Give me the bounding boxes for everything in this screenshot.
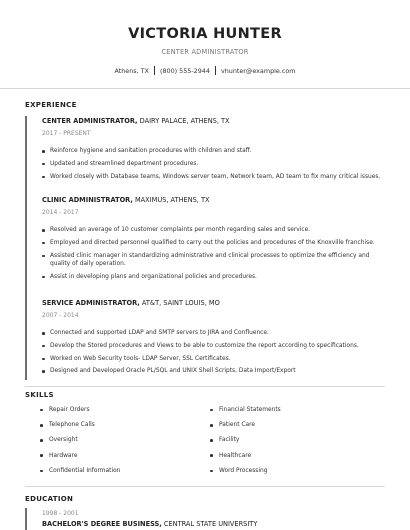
skill-item: Confidential Information [40,467,210,482]
job-bullet: Reinforce hygiene and sanitation procedures with children and staff. [42,147,382,155]
skill-item: Financial Statements [210,406,380,421]
job-dates: 2007 - 2014 [42,312,79,319]
section-heading-skills: SKILLS [25,391,54,399]
skill-item: Patient Care [210,421,380,436]
job-dates: 2014 - 2017 [42,209,79,216]
job-bullets [42,329,382,376]
skills-list [40,406,380,482]
header-divider [0,88,410,89]
section-divider [25,386,385,387]
resume-header [0,0,410,94]
job-org: DAIRY PALACE, ATHENS, TX [137,117,230,125]
skill-item: Telephone Calls [40,421,210,436]
job-title [42,299,382,307]
job-bullets [42,226,382,281]
job-title [42,117,382,125]
education-degree: BACHELOR'S DEGREE BUSINESS, [42,520,162,528]
job-role: CLINIC ADMINISTRATOR, [42,196,133,204]
skill-item: Repair Orders [40,406,210,421]
job-bullets [42,147,382,181]
education-title [42,520,382,528]
candidate-name: VICTORIA HUNTER [128,26,282,42]
contact-divider [154,66,155,75]
job-entry [42,299,382,380]
skill-item: Hardware [40,452,210,467]
job-bullet: Employed and directed personnel qualified to carry out the policies and procedures of the Knoxville franchise. [42,239,382,247]
job-bullet: Worked on Web Security tools- LDAP Server, SSL Certificates. [42,355,382,363]
education-entry [42,510,382,528]
job-org: AT&T, SAINT LOUIS, MO [139,299,220,307]
job-title [42,196,382,204]
job-bullet: Worked closely with Database teams, Windows server team, Network team, AD team to fix many critical issues. [42,173,382,181]
job-role: CENTER ADMINISTRATOR, [42,117,138,125]
job-entry [42,117,382,185]
job-bullet: Designed and Developed Oracle PL/SQL and UNIX Shell Scripts, Data Import/Export [42,367,382,375]
job-entry [42,196,382,286]
skill-item: Word Processing [210,467,380,482]
job-bullet: Develop the Stored procedures and Views to be able to customize the report according to specifications. [42,342,382,350]
section-heading-education: EDUCATION [25,495,74,503]
skill-item: Healthcare [210,452,380,467]
skills-column-left [40,406,210,482]
skills-column-right [210,406,380,482]
job-bullet: Resolved an average of 10 customer complaints per month regarding sales and service. [42,226,382,234]
contact-email: vhunter@example.com [220,66,296,75]
job-bullet: Connected and supported LDAP and SMTP servers to JIRA and Confluence. [42,329,382,337]
contact-location: Athens, TX [114,66,149,75]
job-role: SERVICE ADMINISTRATOR, [42,299,140,307]
section-heading-experience: EXPERIENCE [25,101,77,109]
contact-divider [215,66,216,75]
candidate-title: CENTER ADMINISTRATOR [161,48,249,56]
job-dates: 2017 - PRESENT [42,130,91,137]
experience-accent-bar [25,116,27,380]
education-accent-bar [25,508,27,530]
section-divider [25,486,385,487]
skill-item: Oversight [40,436,210,451]
education-dates: 1998 - 2001 [42,510,79,517]
skill-item: Facility [210,436,380,451]
contact-line [0,66,410,75]
job-bullet: Assisted clinic manager in standardizing administrative and clinical processes to optimize the efficiency and quality of daily operation. [42,252,382,269]
job-bullet: Assist in developing plans and organizational policies and procedures. [42,273,382,281]
contact-phone: (800) 555-2944 [159,66,210,75]
job-org: MAXIMUS, ATHENS, TX [132,196,210,204]
job-bullet: Updated and streamlined department procedures. [42,160,382,168]
education-school: CENTRAL STATE UNIVERSITY [161,520,258,528]
